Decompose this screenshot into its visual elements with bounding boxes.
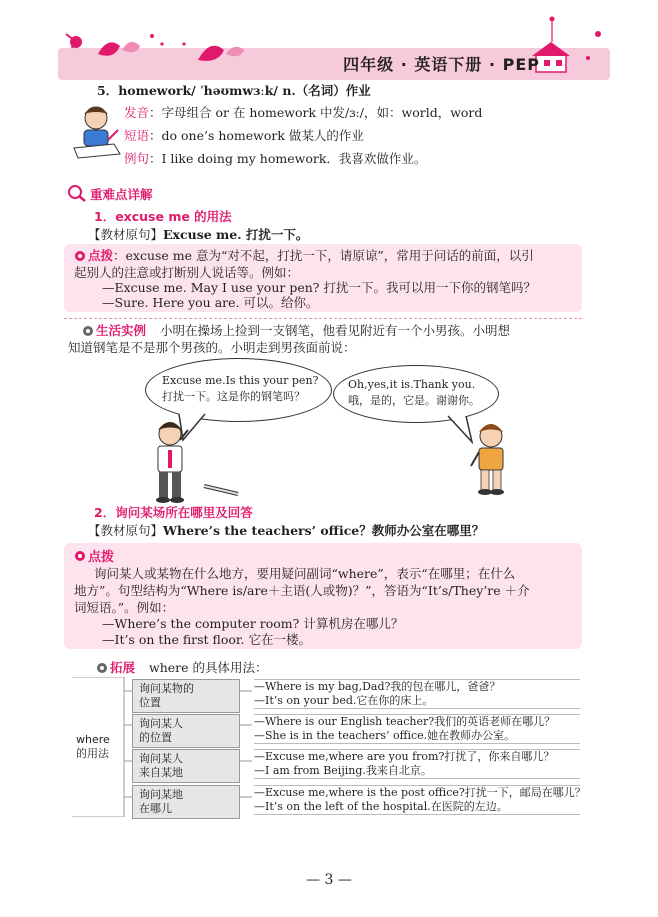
pen-illustration bbox=[200, 480, 242, 498]
usage-row-label-line2: 位置 bbox=[139, 696, 161, 709]
usage-center-label-1: where bbox=[76, 733, 110, 746]
pron-line bbox=[124, 104, 482, 121]
divider bbox=[64, 318, 582, 319]
point1-tip-label: 点拨 bbox=[88, 248, 114, 263]
life-text1: 小明在操场上捡到一支钢笔，他看见附近有一个小男孩。小明想 bbox=[160, 323, 511, 338]
point2-tip-label: 点拨 bbox=[88, 550, 115, 565]
speech-bubble-left bbox=[145, 358, 332, 422]
point1-example1: —Excuse me. May I use your pen? 打扰一下。我可以用一下你的钢笔吗？ bbox=[102, 280, 536, 295]
usage-row-examples bbox=[254, 714, 580, 744]
usage-row-label bbox=[132, 679, 240, 713]
section-title: 重难点详解 bbox=[90, 187, 153, 202]
point1-tip-text1: ：excuse me 意为“对不起，打扰一下，请原谅”，常用于问话的前面，以引 bbox=[113, 248, 534, 263]
point2-source-text: Where’s the teachers’ office？教师办公室在哪里？ bbox=[163, 523, 485, 538]
word-heading: 5．homework/ ˈhəʊmwɜːk/ n.（名词）作业 bbox=[97, 83, 371, 98]
point2-line1: 询问某人或某物在什么地方，要用疑问副词“where”，表示“在哪里；在什么 bbox=[94, 566, 516, 581]
usage-row-example2: —It’s on the left of the hospital.在医院的左边。 bbox=[254, 800, 508, 813]
usage-row-label-line2: 在哪儿 bbox=[139, 802, 172, 815]
point1-source bbox=[88, 226, 308, 243]
usage-row-examples bbox=[254, 749, 580, 779]
usage-row-label bbox=[132, 749, 240, 783]
usage-row-example1: —Excuse me,where are you from?打扰了，你来自哪儿？ bbox=[254, 750, 555, 763]
point1-source-text: Excuse me. 打扰一下。 bbox=[163, 227, 309, 242]
usage-row-label-line2: 来自某地 bbox=[139, 766, 183, 779]
tip2-bullet-icon bbox=[74, 550, 86, 562]
usage-row-label bbox=[132, 714, 240, 748]
point2-source-label: 【教材原句】 bbox=[88, 523, 164, 538]
usage-row-example2: —She is in the teachers’ office.她在教师办公室。 bbox=[254, 729, 516, 742]
example-line bbox=[124, 150, 426, 167]
boy-pen-owner-illustration bbox=[466, 422, 516, 498]
usage-row-example1: —Where is our English teacher?我们的英语老师在哪儿？ bbox=[254, 715, 556, 728]
usage-row-example2: —It’s on your bed.它在你的床上。 bbox=[254, 694, 434, 707]
tip-bullet-icon bbox=[74, 250, 86, 262]
bubble1-line1: Excuse me.Is this your pen? bbox=[162, 374, 319, 387]
point2-tip-box bbox=[64, 543, 582, 649]
point1-example2: —Sure. Here you are. 可以。给你。 bbox=[102, 295, 319, 310]
usage-row-label-line1: 询问某人 bbox=[139, 717, 183, 730]
usage-diagram bbox=[72, 677, 586, 817]
point2-example1: —Where’s the computer room? 计算机房在哪儿？ bbox=[102, 616, 404, 631]
boy-xiaoming-illustration bbox=[144, 420, 196, 506]
point1-tip-line2: 起别人的注意或打断别人说话等。例如： bbox=[74, 265, 300, 280]
point2-source bbox=[88, 522, 484, 539]
point1-title: 1．excuse me 的用法 bbox=[94, 209, 232, 224]
point1-tip-line1 bbox=[88, 247, 534, 264]
pron-label: 发音 bbox=[124, 105, 150, 120]
usage-row-example2: —I am from Beijing.我来自北京。 bbox=[254, 764, 432, 777]
point2-example2: —It’s on the first floor. 它在一楼。 bbox=[102, 632, 311, 647]
usage-center-label-2: 的用法 bbox=[76, 747, 109, 760]
usage-row-examples bbox=[254, 679, 580, 709]
usage-row-label bbox=[132, 785, 240, 819]
point2-line3: 词短语。”。例如： bbox=[74, 600, 175, 615]
life-line2: 知道钢笔是不是那个男孩的。小明走到男孩面前说： bbox=[68, 340, 356, 355]
usage-row-label-line1: 询问某物的 bbox=[139, 682, 194, 695]
life-bullet-icon bbox=[82, 325, 94, 337]
usage-row-label-line1: 询问某人 bbox=[139, 752, 183, 765]
boy-writing-illustration bbox=[72, 104, 122, 160]
usage-row-example1: —Where is my bag,Dad?我的包在哪儿，爸爸？ bbox=[254, 680, 501, 693]
magnifier-icon bbox=[66, 183, 88, 203]
life-label: 生活实例 bbox=[96, 323, 147, 338]
point2-title: 2．询问某场所在哪里及回答 bbox=[94, 505, 253, 520]
example-text: ：I like doing my homework．我喜欢做作业。 bbox=[149, 151, 427, 166]
bubble1-line2: 打扰一下。这是你的钢笔吗？ bbox=[162, 390, 305, 403]
usage-row-label-line1: 询问某地 bbox=[139, 788, 183, 801]
page-number: — 3 — bbox=[306, 872, 352, 888]
expand-label: 拓展 bbox=[110, 660, 136, 675]
point1-source-label: 【教材原句】 bbox=[88, 227, 164, 242]
usage-center-label bbox=[76, 733, 110, 761]
usage-row-examples bbox=[254, 785, 586, 815]
example-label: 例句 bbox=[124, 151, 150, 166]
page-header bbox=[58, 14, 610, 80]
bubble2-line1: Oh,yes,it is.Thank you. bbox=[348, 378, 476, 391]
pron-text: ：字母组合 or 在 homework 中发/ɜː/，如：world，word bbox=[149, 105, 483, 120]
expand-line bbox=[110, 659, 268, 676]
usage-row-example1: —Excuse me,where is the post office?打扰一下，邮局在哪儿？ bbox=[254, 786, 586, 799]
bubble2-line2: 哦，是的，它是。谢谢你。 bbox=[348, 394, 480, 407]
expand-bullet-icon bbox=[96, 662, 108, 674]
point2-line2: 地方”。句型结构为“Where is/are＋主语(人或物)？”，答语为“It’s/They’re ＋介 bbox=[74, 583, 530, 598]
expand-intro: where 的具体用法： bbox=[149, 660, 268, 675]
life-line1 bbox=[96, 322, 510, 339]
header-title: 四年级 · 英语下册 · PEP bbox=[343, 55, 540, 74]
phrase-label: 短语 bbox=[124, 128, 150, 143]
point1-tip-box bbox=[64, 244, 582, 312]
phrase-text: ：do one’s homework 做某人的作业 bbox=[149, 128, 364, 143]
phrase-line bbox=[124, 127, 364, 144]
usage-row-label-line2: 的位置 bbox=[139, 731, 172, 744]
